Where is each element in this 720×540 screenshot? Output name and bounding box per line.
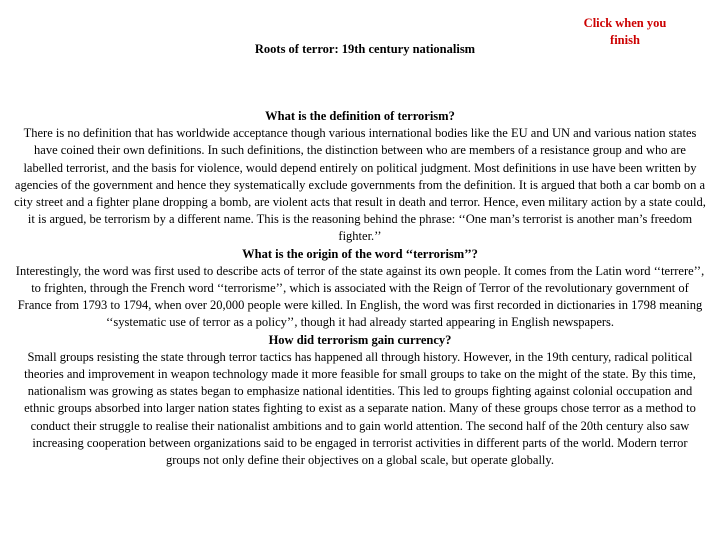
paragraph-definition: There is no definition that has worldwide acceptance though various international bodies like the EU and UN and various nation states have coined their own definitions. In such definitions, the distinction between who are members of a resistance group and who are labelled terrorist, and the basis for violence, would depend entirely on political judgment. Most definitions in use have been written by agencies of the government and hence they systematically exclude governments from the definition. It is argued that both a car bomb on a city street and a fighter plane dropping a bomb, are violent acts that result in death and terror. Hence, even military action by a state could, it is argued, be terrorism by a different name. This is the reasoning behind the phrase: ‘‘One man’s terrorist is another man’s freedom fighter.’’ bbox=[14, 126, 706, 244]
heading-definition: What is the definition of terrorism? bbox=[265, 109, 455, 123]
heading-currency: How did terrorism gain currency? bbox=[268, 332, 452, 347]
paragraph-currency: Small groups resisting the state through terror tactics has happened all through history. However, in the 19th century, radical political theories and improvement in weapon technology made it more feasible for small groups to take on the might of the state. By this time, nationalism was growing as states began to emphasize national identities. This led to groups fighting against colonial occupation and ethnic groups absorbed into larger nation states fighting to exist as a separate nation. Many of these groups chose terror as a method to conduct their struggle to realise their nationalist ambitions and to gain world attention. The second half of the 20th century also saw increasing cooperation between organizations said to be engaged in terrorist activities in different parts of the world. Modern terror groups not only define their objectives on a global scale, but operate globally. bbox=[24, 349, 696, 468]
body-text bbox=[14, 108, 706, 469]
heading-origin: What is the origin of the word ‘‘terrorism’’? bbox=[242, 246, 478, 261]
paragraph-origin: Interestingly, the word was first used to describe acts of terror of the state against its own people. It comes from the Latin word ‘‘terrere’’, to frighten, through the French word ‘‘terrorisme’’, which is associated with the Reign of Terror of the revolutionary government of France from 1793 to 1794, when over 20,000 people were killed. In English, the word was first recorded in dictionaries in 1798 meaning ‘‘systematic use of terror as a policy’’, though it had already started appearing in English newspapers. bbox=[15, 263, 705, 330]
finish-link[interactable]: Click when you finish bbox=[583, 16, 667, 47]
slide-title: Roots of terror: 19th century nationalism bbox=[254, 42, 476, 56]
